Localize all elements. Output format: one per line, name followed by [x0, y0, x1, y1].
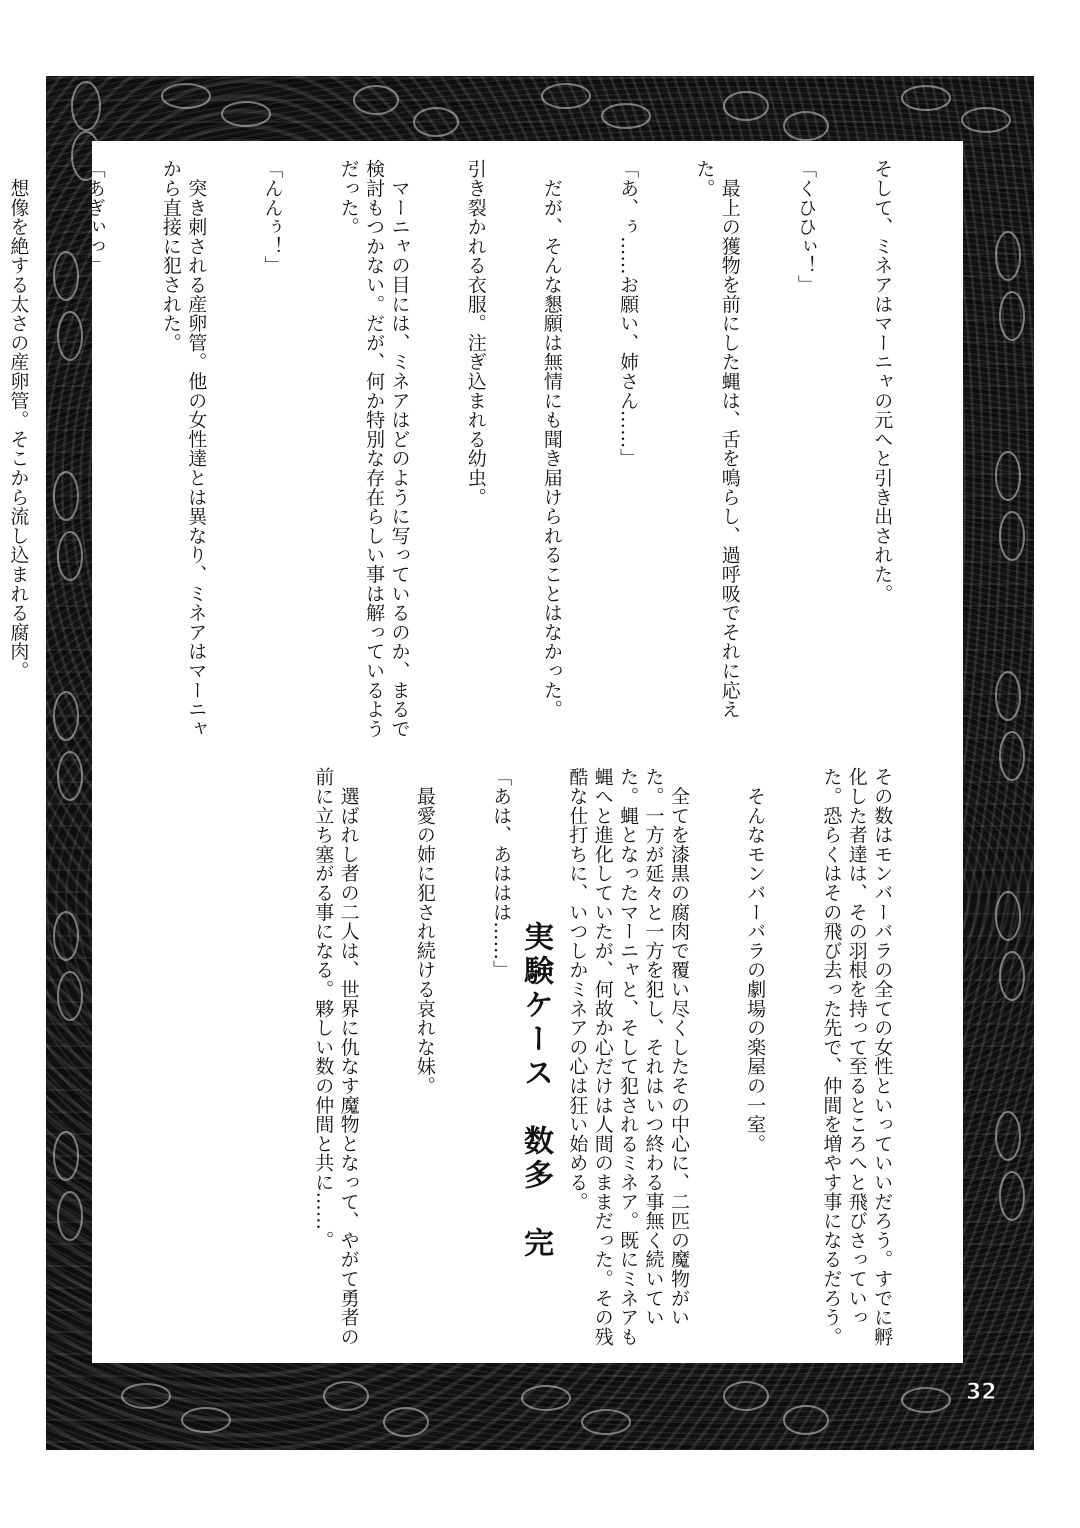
closing-title: 実験ケース 数多 完 — [518, 921, 553, 1261]
text-line: 最上の獲物を前にした蝿は、舌を鳴らし、過呼吸でそれに応えた。 — [693, 159, 741, 719]
text-line: 引き裂かれる衣服。注ぎ込まれる幼虫。 — [464, 159, 487, 507]
text-line: 選ばれし者の二人は、世界に仇なす魔物となって、やがて勇者の前に立ち塞がる事になる。夥しい数の仲間と共に……。 — [312, 767, 360, 1346]
text-panel — [7, 141, 963, 1363]
upper-text-block — [0, 159, 945, 739]
text-line: だが、そんな懇願は無情にも聞き届けられることはなかった。 — [540, 159, 563, 719]
page-number: 32 — [966, 1380, 997, 1405]
text-line: 突き刺される産卵管。他の女性達とは異なり、ミネアはマーニャから直接に犯された。 — [159, 159, 208, 738]
text-line: 想像を絶する太さの産卵管。そこから流し込まれる腐肉。 — [7, 159, 30, 681]
text-line: 全てを漆黒の腐肉で覆い尽くしたその中心に、二匹の魔物がいた。一方が延々と一方を犯し、それはいつ終わる事無く続いていた。蝿となったマーニャと、そして犯されるミネア。既にミネアも蝿へと進化していたが、何故か心だけは人間のままだった。その残酷な仕打ちに、いつしかミネアの心は狂い始める。 — [566, 767, 690, 1346]
text-line: 「んんぅ！」 — [261, 159, 284, 275]
text-line: マーニャの目には、ミネアはどのように写っているのか、まるで検討もつかない。だが、何か特別な存在らしい事は解っているようだった。 — [337, 159, 411, 738]
text-line: 「くひひぃ！」 — [794, 159, 817, 295]
text-line: 最愛の姉に犯され続ける哀れな妹。 — [413, 767, 436, 1096]
text-line: その数はモンバーバラの全ての女性といっていいだろう。すでに孵化した者達は、その羽根を持って至るところへと飛びさっていった。恐らくはその飛び去った先で、仲間を増やす事になるだろう。 — [820, 767, 894, 1346]
lower-text-block — [259, 767, 945, 1357]
text-line: そんなモンバーバラの劇場の楽屋の一室。 — [744, 767, 767, 1153]
text-line: 「あぎぃっ」 — [83, 159, 106, 275]
text-line: そして、ミネアはマーニャの元へと引き出された。 — [871, 159, 894, 603]
text-line: 「あは、あははは……」 — [490, 767, 513, 980]
text-line: 「あ、ぅ……お願い、姉さん……」 — [617, 159, 640, 468]
